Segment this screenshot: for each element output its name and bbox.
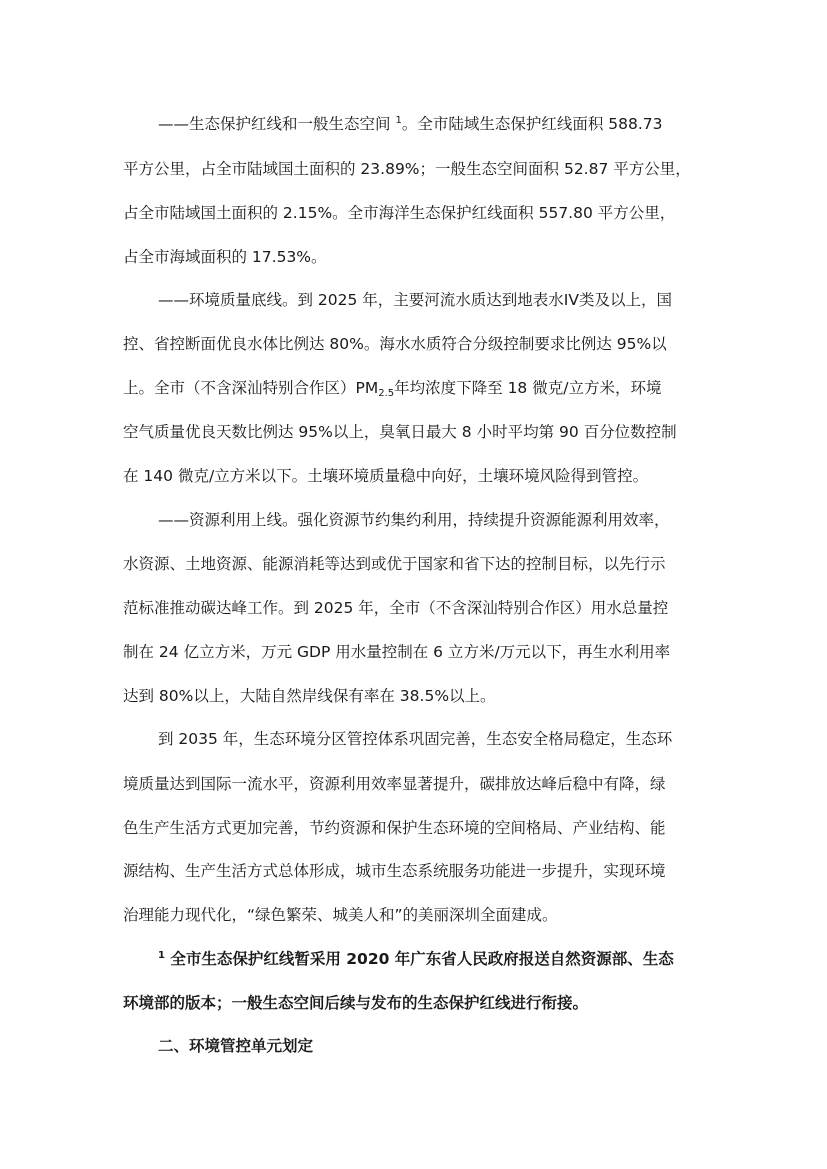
text-segment: 年均浓度下降至 18 微克/立方米，环境 (394, 379, 662, 397)
text-segment: 上。全市（不含深汕特别合作区）PM (123, 379, 379, 397)
pm-subscript: 2.5 (378, 388, 395, 399)
footnote-marker-1: 1 (158, 950, 165, 961)
footnote-ref-1[interactable]: 1 (395, 115, 402, 126)
text-segment: ——生态保护红线和一般生态空间 (158, 115, 396, 133)
text-segment: 。全市陆域生态保护红线面积 588.73 (401, 115, 663, 133)
text-segment: 全市生态保护红线暂采用 2020 年广东省人民政府报送自然资源部、生态 (164, 950, 674, 968)
document-page: ——生态保护红线和一般生态空间 $^1$。全市陆域生态保护红线面积 588.73 平方公里，占全市陆域国土面积的 23.89%；一般生态空间面积 52.87 平方公里， 占全市陆域国土面积的 2.15%。全市海洋生态保护红线面积 557.80 平方公里， 占全市海域面积的 17.53%。 ——环境质量底线。到 2025 年，主要河流水质达到地表水IV类及以上，国 控、省控断面优良水体比例达 80%。海水水质符合分级控制要求比例达 95%以 上。全市（不含深汕特别合作区）$PM_{2.5}$年均浓度下降至 18 微克/立方米，环境 空气质量优良天数比例达 95%以上，臭氧日最大 8 小时平均第 90 百分位数控制 在 140 微克/立方米以下。土壤环境质量稳中向好，土壤环境风险得到管控。 ——资源利用上线。强化资源节约集约利用，持续提升资源能源利用效率， 水资源、土地资源、能源消耗等达到或优于国家和省下达的控制目标，以先行示 范标准推动碳达峰工作。到 2025 年，全市（不含深汕特别合作区）用水总量控 制在 24 亿立方米，万元 GDP 用水量控制在 6 立方米/万元以下，再生水利用率 达到 80%以上，大陆自然岸线保有率在 38.5%以上。 到 2035 年，生态环境分区管控体系巩固完善，生态安全格局稳定，生态环 境质量达到国际一流水平，资源利用效率显著提升，碳排放达峰后稳中有降，绿 色生产生活方式更加完善，节约资源和保护生态环境的空间格局、产业结构、能 源结构、生产生活方式总体形成，城市生态系统服务功能进一步提升，实现环境 治理能力现代化，“绿色繁荣、城美人和”的美丽深圳全面建成。 $^1$ 全市生态保护红线暂采用 2020 年广东省人民政府报送自然资源部、生态 环境部的版本；一般生态空间后续与发布的生态保护红线进行衔接。 二、环境管控单元划定 (123, 115, 691, 1055)
